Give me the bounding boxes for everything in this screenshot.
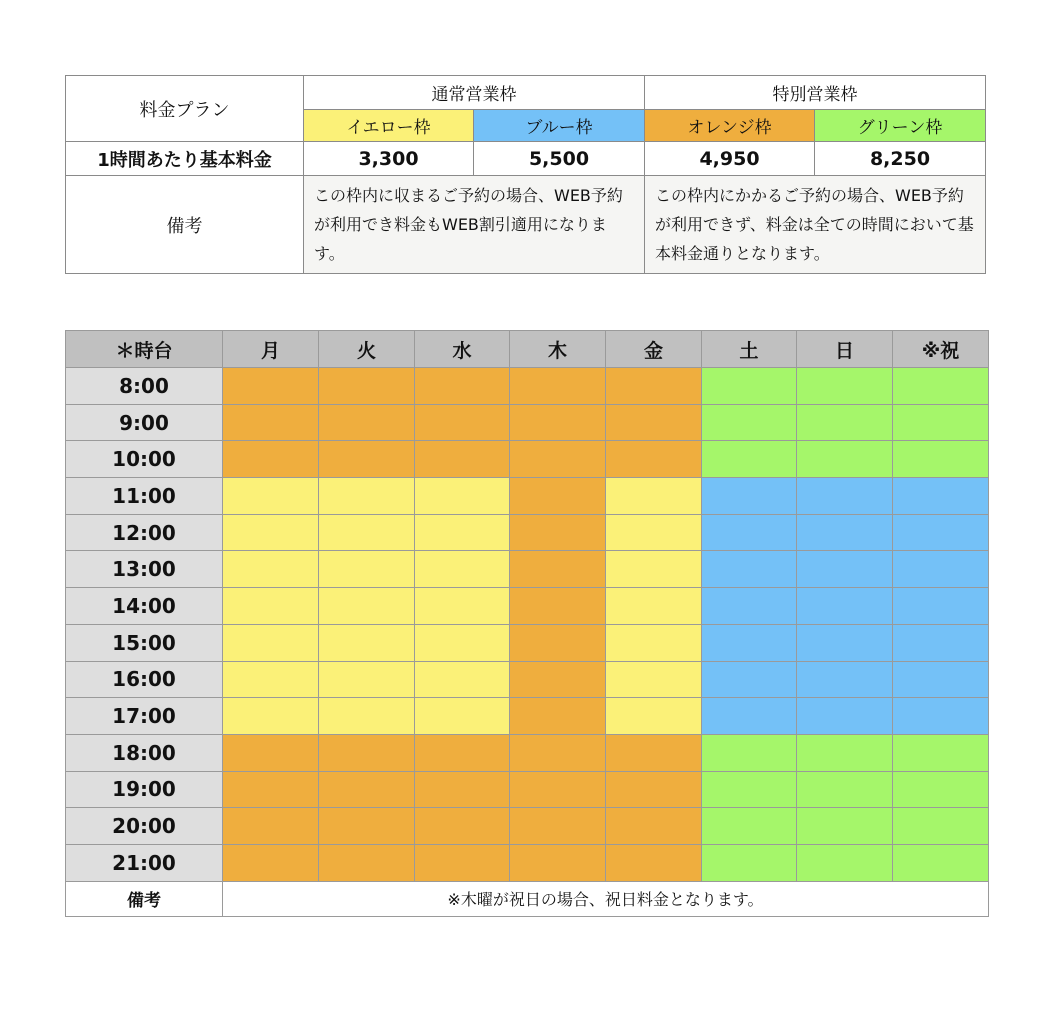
time-label: 20:00 bbox=[66, 808, 223, 845]
slot-cell-yellow bbox=[319, 698, 415, 735]
normal-note: この枠内に収まるご予約の場合、WEB予約が利用でき料金もWEB割引適用になります。 bbox=[304, 176, 645, 274]
green-rate: 8,250 bbox=[815, 142, 986, 176]
slot-cell-orange bbox=[415, 734, 510, 771]
slot-cell-green bbox=[797, 734, 893, 771]
slot-cell-green bbox=[797, 844, 893, 881]
header-day: 木 bbox=[510, 331, 606, 368]
slot-cell-green bbox=[702, 734, 797, 771]
header-day: 土 bbox=[702, 331, 797, 368]
slot-cell-orange bbox=[223, 404, 319, 441]
slot-cell-orange bbox=[223, 734, 319, 771]
header-day: 火 bbox=[319, 331, 415, 368]
slot-cell-yellow bbox=[415, 624, 510, 661]
schedule-footer-row bbox=[66, 881, 989, 916]
slot-cell-green bbox=[702, 404, 797, 441]
slot-cell-yellow bbox=[319, 661, 415, 698]
slot-cell-yellow bbox=[223, 624, 319, 661]
slot-cell-yellow bbox=[415, 661, 510, 698]
slot-cell-orange bbox=[223, 441, 319, 478]
green-frame-label: グリーン枠 bbox=[815, 110, 986, 142]
slot-cell-blue bbox=[797, 698, 893, 735]
slot-cell-orange bbox=[606, 844, 702, 881]
slot-cell-green bbox=[893, 404, 989, 441]
slot-cell-green bbox=[893, 808, 989, 845]
slot-cell-orange bbox=[606, 441, 702, 478]
slot-cell-green bbox=[797, 441, 893, 478]
slot-cell-yellow bbox=[319, 624, 415, 661]
slot-cell-yellow bbox=[319, 551, 415, 588]
slot-cell-blue bbox=[702, 661, 797, 698]
slot-cell-orange bbox=[510, 368, 606, 405]
slot-cell-yellow bbox=[223, 514, 319, 551]
slot-cell-yellow bbox=[223, 478, 319, 515]
slot-cell-green bbox=[702, 368, 797, 405]
slot-cell-blue bbox=[702, 478, 797, 515]
time-label: 13:00 bbox=[66, 551, 223, 588]
slot-cell-blue bbox=[702, 551, 797, 588]
slot-cell-yellow bbox=[415, 588, 510, 625]
slot-cell-orange bbox=[510, 514, 606, 551]
slot-cell-blue bbox=[893, 588, 989, 625]
time-label: 16:00 bbox=[66, 661, 223, 698]
slot-cell-orange bbox=[319, 734, 415, 771]
slot-cell-green bbox=[797, 808, 893, 845]
slot-cell-green bbox=[893, 844, 989, 881]
time-label: 12:00 bbox=[66, 514, 223, 551]
rate-label: 1時間あたり基本料金 bbox=[66, 142, 304, 176]
schedule-row bbox=[66, 588, 989, 625]
time-label: 15:00 bbox=[66, 624, 223, 661]
plan-label: 料金プラン bbox=[66, 76, 304, 142]
notes-label: 備考 bbox=[66, 176, 304, 274]
slot-cell-orange bbox=[510, 478, 606, 515]
schedule-row bbox=[66, 514, 989, 551]
time-label: 18:00 bbox=[66, 734, 223, 771]
header-day: 月 bbox=[223, 331, 319, 368]
slot-cell-blue bbox=[893, 478, 989, 515]
slot-cell-green bbox=[797, 404, 893, 441]
slot-cell-green bbox=[797, 368, 893, 405]
slot-cell-orange bbox=[415, 368, 510, 405]
slot-cell-orange bbox=[606, 404, 702, 441]
schedule-row bbox=[66, 441, 989, 478]
slot-cell-blue bbox=[702, 624, 797, 661]
orange-frame-label: オレンジ枠 bbox=[645, 110, 815, 142]
blue-frame-label: ブルー枠 bbox=[474, 110, 645, 142]
normal-group-header: 通常営業枠 bbox=[304, 76, 645, 110]
slot-cell-green bbox=[893, 771, 989, 808]
schedule-row bbox=[66, 808, 989, 845]
header-day: 日 bbox=[797, 331, 893, 368]
slot-cell-yellow bbox=[415, 698, 510, 735]
slot-cell-orange bbox=[606, 368, 702, 405]
slot-cell-green bbox=[893, 734, 989, 771]
slot-cell-green bbox=[702, 844, 797, 881]
slot-cell-orange bbox=[319, 808, 415, 845]
slot-cell-orange bbox=[223, 368, 319, 405]
schedule-row bbox=[66, 698, 989, 735]
schedule-row bbox=[66, 551, 989, 588]
slot-cell-orange bbox=[510, 588, 606, 625]
slot-cell-yellow bbox=[223, 661, 319, 698]
slot-cell-yellow bbox=[319, 478, 415, 515]
slot-cell-orange bbox=[415, 404, 510, 441]
blue-rate: 5,500 bbox=[474, 142, 645, 176]
orange-rate: 4,950 bbox=[645, 142, 815, 176]
time-label: 17:00 bbox=[66, 698, 223, 735]
time-label: 8:00 bbox=[66, 368, 223, 405]
slot-cell-yellow bbox=[415, 478, 510, 515]
slot-cell-blue bbox=[893, 551, 989, 588]
slot-cell-blue bbox=[702, 698, 797, 735]
slot-cell-orange bbox=[319, 404, 415, 441]
slot-cell-green bbox=[702, 441, 797, 478]
slot-cell-green bbox=[702, 808, 797, 845]
slot-cell-orange bbox=[319, 844, 415, 881]
slot-cell-orange bbox=[223, 771, 319, 808]
slot-cell-orange bbox=[319, 771, 415, 808]
slot-cell-orange bbox=[415, 771, 510, 808]
time-label: 9:00 bbox=[66, 404, 223, 441]
schedule-table bbox=[65, 330, 989, 917]
slot-cell-blue bbox=[797, 551, 893, 588]
slot-cell-blue bbox=[893, 661, 989, 698]
slot-cell-orange bbox=[510, 808, 606, 845]
slot-cell-orange bbox=[510, 551, 606, 588]
slot-cell-yellow bbox=[606, 588, 702, 625]
slot-cell-blue bbox=[797, 661, 893, 698]
schedule-row bbox=[66, 661, 989, 698]
slot-cell-green bbox=[797, 771, 893, 808]
schedule-row bbox=[66, 624, 989, 661]
slot-cell-orange bbox=[510, 441, 606, 478]
slot-cell-orange bbox=[510, 734, 606, 771]
slot-cell-orange bbox=[510, 661, 606, 698]
slot-cell-blue bbox=[702, 514, 797, 551]
slot-cell-blue bbox=[702, 588, 797, 625]
slot-cell-orange bbox=[510, 771, 606, 808]
slot-cell-blue bbox=[893, 698, 989, 735]
slot-cell-orange bbox=[415, 441, 510, 478]
slot-cell-orange bbox=[606, 734, 702, 771]
slot-cell-green bbox=[893, 441, 989, 478]
special-note: この枠内にかかるご予約の場合、WEB予約が利用できず、料金は全ての時間において基本料金通りとなります。 bbox=[645, 176, 986, 274]
slot-cell-yellow bbox=[606, 478, 702, 515]
footer-label: 備考 bbox=[66, 881, 223, 916]
time-label: 21:00 bbox=[66, 844, 223, 881]
yellow-frame-label: イエロー枠 bbox=[304, 110, 474, 142]
schedule-header-row bbox=[66, 331, 989, 368]
slot-cell-orange bbox=[606, 808, 702, 845]
slot-cell-green bbox=[702, 771, 797, 808]
slot-cell-orange bbox=[510, 624, 606, 661]
schedule-row bbox=[66, 734, 989, 771]
slot-cell-orange bbox=[510, 698, 606, 735]
schedule-body bbox=[66, 368, 989, 882]
header-day: 水 bbox=[415, 331, 510, 368]
slot-cell-yellow bbox=[223, 698, 319, 735]
slot-cell-yellow bbox=[319, 514, 415, 551]
time-label: 14:00 bbox=[66, 588, 223, 625]
slot-cell-green bbox=[893, 368, 989, 405]
slot-cell-yellow bbox=[415, 514, 510, 551]
slot-cell-orange bbox=[319, 441, 415, 478]
slot-cell-orange bbox=[415, 808, 510, 845]
slot-cell-yellow bbox=[223, 588, 319, 625]
schedule-row bbox=[66, 771, 989, 808]
time-label: 11:00 bbox=[66, 478, 223, 515]
slot-cell-blue bbox=[797, 624, 893, 661]
pricing-table bbox=[65, 75, 986, 274]
schedule-row bbox=[66, 844, 989, 881]
header-time: ＊時台 bbox=[66, 331, 223, 368]
schedule-row bbox=[66, 368, 989, 405]
schedule-row bbox=[66, 404, 989, 441]
slot-cell-yellow bbox=[606, 698, 702, 735]
slot-cell-orange bbox=[319, 368, 415, 405]
schedule-row bbox=[66, 478, 989, 515]
slot-cell-blue bbox=[797, 478, 893, 515]
header-day: 金 bbox=[606, 331, 702, 368]
time-label: 10:00 bbox=[66, 441, 223, 478]
footer-note: ※木曜が祝日の場合、祝日料金となります。 bbox=[223, 881, 989, 916]
slot-cell-blue bbox=[893, 514, 989, 551]
slot-cell-blue bbox=[893, 624, 989, 661]
slot-cell-orange bbox=[223, 808, 319, 845]
slot-cell-orange bbox=[510, 844, 606, 881]
slot-cell-yellow bbox=[606, 661, 702, 698]
slot-cell-orange bbox=[223, 844, 319, 881]
slot-cell-yellow bbox=[223, 551, 319, 588]
slot-cell-orange bbox=[606, 771, 702, 808]
slot-cell-orange bbox=[510, 404, 606, 441]
slot-cell-blue bbox=[797, 514, 893, 551]
slot-cell-yellow bbox=[319, 588, 415, 625]
slot-cell-yellow bbox=[606, 551, 702, 588]
yellow-rate: 3,300 bbox=[304, 142, 474, 176]
header-day: ※祝 bbox=[893, 331, 989, 368]
slot-cell-yellow bbox=[606, 514, 702, 551]
slot-cell-orange bbox=[415, 844, 510, 881]
time-label: 19:00 bbox=[66, 771, 223, 808]
slot-cell-yellow bbox=[415, 551, 510, 588]
slot-cell-yellow bbox=[606, 624, 702, 661]
special-group-header: 特別営業枠 bbox=[645, 76, 986, 110]
slot-cell-blue bbox=[797, 588, 893, 625]
